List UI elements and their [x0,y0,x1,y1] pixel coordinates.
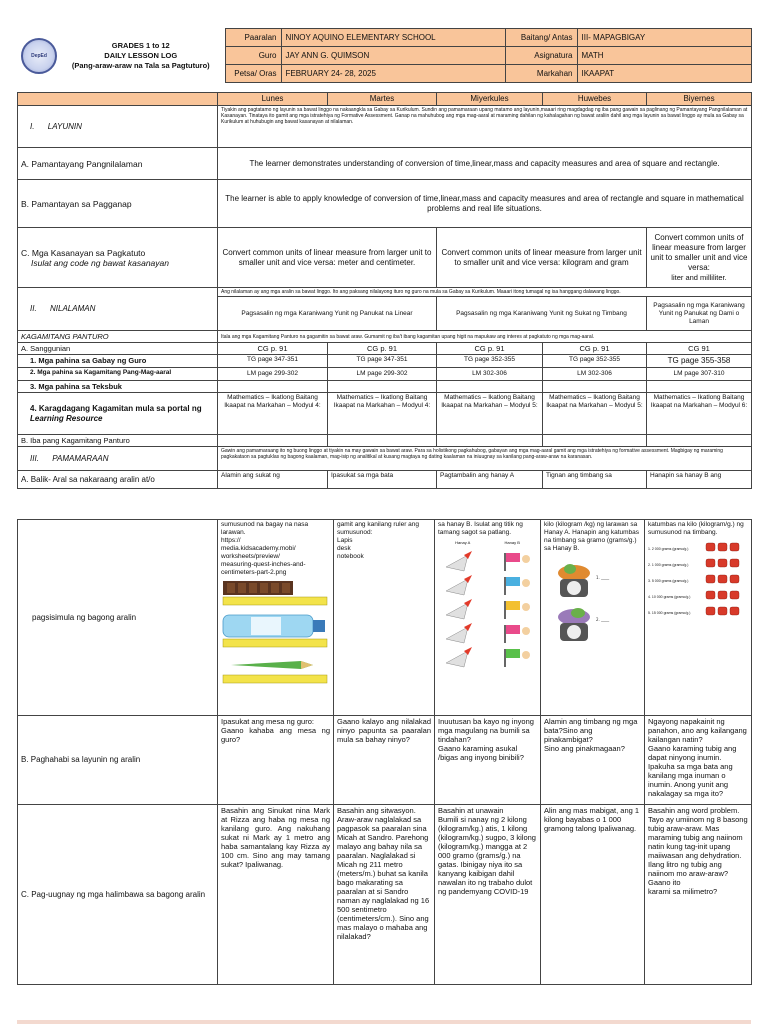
layunin-title: LAYUNIN [47,121,82,131]
page-footer-bar [17,1020,751,1024]
paghahabi-huwebes: Alamin ang timbang ng mga bata?Sino ang pinakambigat? Sino ang pinakmagaan? [541,716,645,805]
gabay-guro-label: 1. Mga pahina sa Gabay ng Guro [18,355,218,368]
sanggunian-huwebes: CG p. 91 [543,343,647,355]
karagdagang-martes: Mathematics – Ikatlong Baitang Ikaapat na Markahan – Modyul 4: [328,393,437,435]
kagamitang-panturo-label: KAGAMITANG PANTURO [18,331,218,343]
nilalaman-num: II. [30,304,37,313]
baitang-label: Baitang/ Antas [505,29,577,47]
kagamitang-mag-aaral-huwebes: LM 302-306 [543,368,647,381]
karagdagang-label [18,393,218,435]
teksbuk-label: 3. Mga pahina sa Teksbuk [18,381,218,393]
kilo-weight-icon [706,543,739,615]
weight-item-2: 2. 1 000 grams (gramo/g.) [648,563,689,567]
paghahabi-biyernes: Ngayong napakainit ng panahon, ano ang kailangang kailangan natin? Gaano karaming tubig ang dapat ninyong inumin. Ipakuha sa mga bata ang kanilang mga inuman o inumin. Anong yunit ang nakalagay sa mga ito? [645,716,752,805]
ruler-icon [223,597,327,605]
weighing-scale-icon [558,564,590,597]
pagsisimula-lunes [218,520,334,716]
day-header-martes: Martes [328,93,437,106]
kasanayan-sublabel: Isulat ang code ng bawat kasanayan [31,257,169,268]
pagsisimula-biyernes [645,520,752,716]
guro-label: Guro [225,47,281,65]
measuring-objects-illustration [221,579,329,691]
gabay-guro-miyerkules: TG page 352-355 [437,355,543,368]
pamantayan-pagganap-label: B. Pamantayan sa Pagganap [18,180,218,228]
kagamitang-panturo-note: Itala ang mga Kagamitang Panturo na gagamitin sa bawat araw. Gumamit ng iba't ibang kagamitan upang higit na mapukaw ang interes at pagkatuto ng mga mag-aaral. [218,331,752,343]
pamamaraan-title: PAMAMARAAN [52,453,109,463]
karagdagang-ital: Learning Resource [30,413,103,423]
balik-aral-martes: Ipasukat sa mga bata [328,471,437,489]
pagsisimula-huwebes [541,520,645,716]
sanggunian-biyernes: CG 91 [647,343,752,355]
kasanayan-lunes-martes: Convert common units of linear measure from larger unit to smaller unit and vice versa: meter and centimeter. [218,228,437,288]
balik-aral-huwebes: Tignan ang timbang sa [543,471,647,489]
layunin-label [18,106,218,148]
ruler-icon-2 [223,639,327,647]
svg-text:1. ____: 1. ____ [596,575,610,580]
teksbuk-martes [328,381,437,393]
pencil-icon [231,661,313,669]
markahan-label: Markahan [505,65,577,83]
sanggunian-martes: CG p. 91 [328,343,437,355]
pagsisimula-label: pagsisimula ng bagong aralin [18,520,218,716]
balik-aral-lunes: Alamin ang sukat ng [218,471,328,489]
paghahabi-martes: Gaano kalayo ang nilalakad ninyo papunta sa paaralan mula sa bahay ninyo? [334,716,435,805]
day-header-huwebes: Huwebes [543,93,647,106]
svg-text:2. ____: 2. ____ [596,617,610,622]
kasanayan-biyernes-text: Convert common units of linear measure from larger unit to smaller unit and vice versa: [650,233,748,272]
nilalaman-miyerkules-huwebes: Pagsasalin ng mga Karaniwang Yunit ng Sukat ng Timbang [437,297,647,331]
weight-item-5: 5. 15 000 grams (gramo/g.) [648,611,691,615]
pamantayan-pagganap-text: The learner is able to apply knowledge of conversion of time,linear,mass and capacity measures and area of rectangle and square in mathematical problems and real life situations. [218,180,752,228]
kasanayan-title: C. Mga Kasanayan sa Pagkatuto [21,247,146,258]
rocket-icon [446,647,472,667]
petsa-label: Petsa/ Oras [225,65,281,83]
gabay-guro-lunes: TG page 347-351 [218,355,328,368]
weight-blocks-illustration [704,541,748,621]
baitang-value: III- MAPAGBIGAY [577,29,751,47]
gabay-guro-biyernes: TG page 355-358 [647,355,752,368]
pamamaraan-note: Gawin ang pamamaraang ito ng buong linggo at tiyakin na may gawain sa bawat araw. Para sa holistikong pagkahubog, gabayan ang mga mag-aaral gamit ang mga istratehiya ng formative assessment. Magbigay ng maraming pagkakataon sa pagtuklas ng bagong kaalaman, mag-isip ng analitikal at kusang magtaya ng dating kaalaman na iniuugnay sa kanilang pang-araw-araw na karanasan. [218,447,752,471]
kasanayan-miyerkules-huwebes: Convert common units of linear measure from larger unit to smaller unit and vice versa: kilogram and gram [437,228,647,288]
lesson-log-table [17,92,752,489]
deped-seal-icon: DepEd [21,38,57,74]
kasanayan-biyernes-small: liter and milliliter. [671,273,727,282]
iba-pang-label: B. Iba pang Kagamitang Panturo [18,435,218,447]
header-title-line1: GRADES 1 to 12 [111,40,170,50]
gabay-guro-huwebes: TG page 352-355 [543,355,647,368]
flag-icon [504,601,530,619]
hanay-a-label: Hanay A [455,540,471,545]
pag-uugnay-label: C. Pag-uugnay ng mga halimbawa sa bagong aralin [18,805,218,985]
pagsisimula-huwebes-text: kilo (kilogram /kg) ng larawan sa Hanay A. Hanapin ang katumbas na timbang sa gramo (grams/g.) sa Hanay B. [544,521,640,552]
day-header-lunes: Lunes [218,93,328,106]
balik-aral-biyernes: Hanapin sa hanay B ang [647,471,752,489]
guro-value: JAY ANN G. QUIMSON [281,47,505,65]
iba-pang-martes [328,435,437,447]
pamantayang-pangnilalaman-text: The learner demonstrates understanding of conversion of time,linear,mass and capacity measures and area of square and rectangle. [218,148,752,180]
iba-pang-biyernes [647,435,752,447]
hanay-b-label: Hanay B [504,540,520,545]
weight-item-3: 3. 5 000 grams (gramo/g.) [648,579,689,583]
markahan-value: IKAAPAT [577,65,751,83]
weight-item-4: 4. 10 000 grams (gramo/g.) [648,595,691,599]
pagsisimula-lunes-text: sumusunod na bagay na nasa larawan. https:// media.kidsacademy.mobi/ worksheets/preview/ measuring-quest-inches-and- centimeters-part-2.png [221,521,309,576]
rocket-icon [446,599,472,619]
layunin-num: I. [30,121,35,131]
header-title-line2: DAILY LESSON LOG [104,50,178,60]
flag-icon [504,625,530,643]
asignatura-label: Asignatura [505,47,577,65]
kagamitang-mag-aaral-biyernes: LM page 307-310 [647,368,752,381]
rocket-icon [446,551,472,571]
iba-pang-huwebes [543,435,647,447]
rocket-icon [446,575,472,595]
deped-seal [17,29,57,83]
pagsisimula-miyerkules [435,520,541,716]
kasanayan-biyernes [647,228,752,288]
weights-list [648,541,748,621]
header-title-line3: (Pang-araw-araw na Tala sa Pagtuturo) [71,60,210,70]
day-header-biyernes: Biyernes [647,93,752,106]
flag-icon [504,649,530,667]
pamamaraan-label [18,447,218,471]
weight-item-1: 1. 2 000 grams (gramo/g.) [648,547,689,551]
day-header-empty [18,93,218,106]
pag-uugnay-martes: Basahin ang sitwasyon. Araw-araw naglalakad sa pagpasok sa paaralan sina Micah at Sandro. Parehong malayo ang bahay nila sa paaralan. Naglalakad si Micah ng 211 metro (meters/m.) buhat sa kanila bago makarating sa paaralan at si Sandro naman ay naglalakad ng 16 500 sentimetro (centimeters/cm.). Sino ang mas malayo o mahaba ang nilalakad? [334,805,435,985]
sanggunian-lunes: CG p. 91 [218,343,328,355]
gabay-guro-martes: TG page 347-351 [328,355,437,368]
iba-pang-miyerkules [437,435,543,447]
nilalaman-label [18,288,218,331]
teksbuk-huwebes [543,381,647,393]
nilalaman-lunes-martes: Pagsasalin ng mga Karaniwang Yunit ng Panukat na Linear [218,297,437,331]
layunin-text: Tiyakin ang pagtatamo ng layunin sa bawat linggo na nakaangkla sa Gabay sa Kurikulum. Sundin ang pamamaraan upang matamo ang layunin,maaari ring magdagdag ng iba pang gawain sa paglinang ng Pamantayang Pangnilalaman at Kasanayan. Tinataya ito gamit ang mga istratehiya ng Formative Assessment. Ganap na mahuhubog ang mga mag-aaral at maraming dahilan ng kahalagahan ng bawat araliin dahil ang mga layunin sa bawat linggo ay mula sa Gabay sa Kurikulum at huhubugin ang bawat kasanayan at nilalaman. [218,106,752,148]
karagdagang-huwebes: Mathematics – Ikatlong Baitang Ikaapat na Markahan – Modyul 5: [543,393,647,435]
weighing-scales-illustration [544,555,640,651]
rockets-and-flags-illustration [438,549,536,673]
pagsisimula-martes: gamit ang kanilang ruler ang sumusunod: Lapis desk notebook [334,520,435,716]
pag-uugnay-lunes: Basahin ang Sinukat nina Mark at Rizza ang haba ng mesa ng kanilang guro. Ang nakuhang sukat ni Mark ay 1 metro ang haba samantalang kay Rizza ay 100 cm. Sino ang may tamang sukat? Ipaliwanag. [218,805,334,985]
teksbuk-biyernes [647,381,752,393]
paghahabi-label: B. Paghahabi sa layunin ng aralin [18,716,218,805]
ruler-icon-3 [223,675,327,683]
weighing-scale-icon [558,608,590,641]
petsa-value: FEBRUARY 24- 28, 2025 [281,65,505,83]
header-left-title [57,29,225,83]
balik-aral-miyerkules: Pagtambalin ang hanay A [437,471,543,489]
kagamitang-mag-aaral-label: 2. Mga pahina sa Kagamitang Pang-Mag-aaral [18,368,218,381]
header-table [17,28,752,83]
kagamitang-mag-aaral-lunes: LM page 299-302 [218,368,328,381]
karagdagang-biyernes: Mathematics – Ikatlong Baitang Ikaapat na Markahan – Modyul 6: [647,393,752,435]
nilalaman-biyernes: Pagsasalin ng mga Karaniwang Yunit ng Panukat ng Dami o Laman [647,297,752,331]
iba-pang-lunes [218,435,328,447]
flag-icon [504,553,530,571]
lesson-log-continued-table [17,519,752,985]
paghahabi-miyerkules: Inuutusan ba kayo ng inyong mga magulang na bumili sa tindahan? Gaano karaming asukal /bigas ang inyong binibili? [435,716,541,805]
rocket-icon [446,623,472,643]
sanggunian-label: A. Sanggunian [18,343,218,355]
paaralan-value: NINOY AQUINO ELEMENTARY SCHOOL [281,29,505,47]
karagdagang-miyerkules: Mathematics – Ikatlong Baitang Ikaapat na Markahan – Modyul 5: [437,393,543,435]
pamantayang-pangnilalaman-label: A. Pamantayang Pangnilalaman [18,148,218,180]
balik-aral-label: A. Balik- Aral sa nakaraang aralin at/o [18,471,218,489]
pag-uugnay-miyerkules: Basahin at unawain Bumili si nanay ng 2 kilong (kilogram/kg.) atis, 1 kilong (kilogram/kg.) sugpo, 3 kilong (kilogram/kg.) mangga at 2 000 gramo (grams/g.) na gatas. Ibinigay niya ito sa kanyang kaibigan dahil nawalan ito ng trabaho dulot ng pandemyang COVID-19 [435,805,541,985]
day-header-miyerkules: Miyerkules [437,93,543,106]
nilalaman-note: Ang nilalaman ay ang mga aralin sa bawat linggo. Ito ang paksang nilalayong ituro ng guro na mula sa Gabay sa Kurikulum. Maaari itong tumagal ng isa hanggang dalawang linggo. [218,288,752,297]
pag-uugnay-biyernes: Basahin ang word problem. Tayo ay umiinom ng 8 basong tubig araw-araw. Mas maraming tubig ang naiinom natin kung tag-init upang maiiwasan ang dehydration. Ilang litro ng tubig ang naiinom mo araw-araw? Gaano ito karami sa milimetro? [645,805,752,985]
sanggunian-miyerkules: CG p. 91 [437,343,543,355]
pagsisimula-biyernes-text: katumbas na kilo (kilogram/g.) ng sumusunod na timbang. [648,521,744,536]
pag-uugnay-huwebes: Alin ang mas mabigat, ang 1 kilong bayabas o 1 000 gramong talong Ipaliwanag. [541,805,645,985]
pagsisimula-miyerkules-text: sa hanay B. Isulat ang titik ng tamang sagot sa patlang. [438,521,523,536]
flag-icon [504,577,530,595]
kagamitang-mag-aaral-martes: LM page 299-302 [328,368,437,381]
nilalaman-title: NILALAMAN [50,304,96,313]
teksbuk-lunes [218,381,328,393]
paghahabi-lunes: Ipasukat ang mesa ng guro: Gaano kahaba ang mesa ng guro? [218,716,334,805]
karagdagang-lunes: Mathematics – Ikatlong Baitang Ikaapat na Markahan – Modyul 4: [218,393,328,435]
pamamaraan-num: III. [30,453,39,463]
asignatura-value: MATH [577,47,751,65]
paaralan-label: Paaralan [225,29,281,47]
karagdagang-title: 4. Karagdagang Kagamitan mula sa portal ng [30,403,202,413]
kasanayan-label [18,228,218,288]
teksbuk-miyerkules [437,381,543,393]
kagamitang-mag-aaral-miyerkules: LM 302-306 [437,368,543,381]
